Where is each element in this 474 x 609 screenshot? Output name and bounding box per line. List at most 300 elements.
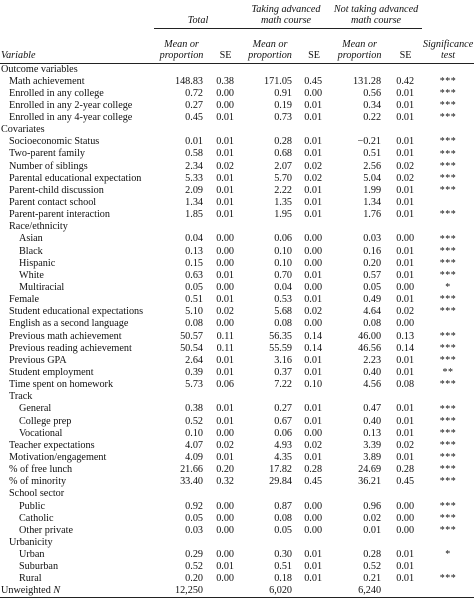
cell-m3: 2.56	[363, 160, 382, 172]
cell-s2: 0.00	[304, 282, 323, 293]
cell-significance: ***	[439, 306, 457, 318]
table-row	[0, 88, 474, 100]
header-mean-advanced: Mean or proportion	[242, 29, 298, 64]
cell-s1: 0.01	[216, 269, 235, 281]
cell-s1: 0.00	[216, 427, 235, 439]
cell-s2: 0.01	[304, 549, 323, 561]
cell-s1: 0.00	[216, 245, 235, 257]
cell-m3: 36.21	[358, 476, 382, 488]
cell-m3: 0.28	[363, 549, 382, 561]
cell-m2: 0.73	[274, 112, 293, 124]
cell-s2: 0.00	[304, 427, 323, 439]
section-filler	[154, 124, 474, 136]
header-group-row	[0, 0, 474, 29]
cell-s3: 0.01	[396, 99, 415, 111]
cell-m2: 0.10	[274, 245, 293, 257]
cell-significance: ***	[439, 354, 457, 366]
cell-s1: 0.02	[216, 306, 235, 318]
cell-m1: 0.63	[185, 269, 203, 281]
cell-s2: 0.02	[304, 172, 323, 184]
cell-s1: 0.01	[216, 197, 235, 209]
cell-s1: 0.00	[216, 318, 235, 330]
table-row	[0, 440, 474, 452]
cell-m2: 0.91	[274, 87, 293, 99]
row-label: Urban	[19, 549, 45, 561]
cell-m3: 0.40	[363, 366, 382, 378]
cell-s2: 0.01	[304, 99, 323, 111]
cell-s2: 0.00	[304, 524, 323, 536]
table-row	[0, 270, 474, 282]
cell-m1: 0.58	[185, 148, 203, 160]
cell-s3: 0.01	[396, 549, 415, 561]
cell-m2: 171.05	[264, 75, 293, 87]
cell-s3: 0.01	[396, 148, 415, 160]
cell-m1: 0.10	[185, 427, 203, 439]
cell-s1: 0.01	[216, 112, 235, 124]
cell-s3: 0.01	[396, 112, 415, 124]
cell-m2: 0.70	[274, 269, 293, 281]
cell-significance: ***	[439, 342, 457, 354]
cell-m3: 5.04	[363, 172, 382, 184]
cell-m1: 5.10	[185, 306, 203, 318]
cell-significance: *	[445, 282, 451, 294]
row-label: Socioeconomic Status	[9, 136, 100, 148]
cell-m1: 5.33	[185, 172, 203, 184]
cell-m2: 0.67	[274, 415, 293, 427]
table-row	[0, 513, 474, 525]
table-row	[0, 258, 474, 270]
cell-s1: 0.01	[216, 403, 235, 415]
cell-significance: ***	[439, 136, 457, 148]
cell-m1: 0.38	[185, 403, 203, 415]
cell-s1: 0.00	[216, 524, 235, 536]
cell-m1: 0.05	[185, 282, 203, 293]
table-row	[0, 452, 474, 464]
cell-s1: 0.01	[216, 172, 235, 184]
cell-m1: 2.34	[185, 160, 203, 172]
cell-m3: 0.22	[363, 112, 382, 124]
cell-m3: 4.56	[363, 379, 382, 391]
cell-s3: 0.02	[396, 160, 415, 172]
cell-significance: ***	[439, 452, 457, 464]
header-se-not-advanced: SE	[389, 29, 422, 64]
row-label: Student educational expectations	[9, 306, 144, 318]
cell-m1: 0.29	[185, 549, 203, 561]
row-label: Parent-parent interaction	[9, 209, 110, 221]
table-row	[0, 76, 474, 88]
cell-m3: 1.34	[363, 197, 382, 209]
cell-significance: ***	[439, 294, 457, 306]
cell-s1: 0.00	[216, 573, 235, 585]
cell-s2: 0.00	[304, 512, 323, 524]
cell-m2: 5.68	[274, 306, 293, 318]
cell-significance: ***	[439, 245, 457, 257]
cell-m2: 7.22	[274, 379, 293, 391]
cell-s3: 0.01	[396, 427, 415, 439]
cell-m3: 0.16	[363, 245, 382, 257]
cell-m1: 0.92	[185, 500, 203, 512]
cell-m2: 0.27	[274, 403, 293, 415]
cell-m3: 24.69	[358, 464, 382, 476]
cell-m3: 0.08	[363, 318, 382, 330]
cell-m1: 0.27	[185, 99, 203, 111]
cell-s2: 0.01	[304, 209, 323, 221]
cell-m2: 0.06	[274, 233, 293, 245]
cell-s2: 0.14	[304, 330, 323, 342]
cell-m2: 0.30	[274, 549, 293, 561]
table-row	[0, 148, 474, 160]
cell-s2: 0.02	[304, 439, 323, 451]
cell-significance: ***	[439, 184, 457, 196]
cell-m3: 0.05	[363, 282, 382, 293]
cell-s3: 0.01	[396, 415, 415, 427]
row-label: Vocational	[19, 427, 63, 439]
section-row	[0, 488, 474, 500]
cell-s3: 0.00	[396, 524, 415, 536]
section-label: Outcome variables	[1, 63, 78, 75]
cell-s2: 0.01	[304, 561, 323, 573]
cell-m3: 1.76	[363, 209, 382, 221]
cell-m2: 29.84	[269, 476, 293, 488]
row-label: Enrolled in any 4-year college	[9, 112, 133, 124]
table-row	[0, 476, 474, 488]
cell-m1: 0.20	[185, 573, 203, 585]
cell-significance: ***	[439, 99, 457, 111]
cell-s2: 0.02	[304, 306, 323, 318]
cell-m2: 17.82	[269, 464, 293, 476]
table-row	[0, 367, 474, 379]
table-row	[0, 233, 474, 245]
table-row	[0, 306, 474, 318]
row-label: Enrolled in any college	[9, 87, 104, 99]
cell-s3: 0.01	[396, 257, 415, 269]
cell-significance: ***	[439, 160, 457, 172]
header-mean-total: Mean or proportion	[154, 29, 209, 64]
section-filler	[154, 64, 474, 76]
cell-m3: 3.39	[363, 439, 382, 451]
cell-s1: 0.00	[216, 549, 235, 561]
cell-s3: 0.00	[396, 282, 415, 293]
table-body	[0, 64, 474, 598]
cell-m1: 50.57	[180, 330, 203, 342]
cell-m1: 0.72	[185, 87, 203, 99]
cell-m1: 1.85	[185, 209, 203, 221]
cell-s2: 0.45	[304, 476, 323, 488]
section-label: Race/ethnicity	[9, 221, 68, 233]
cell-significance: ***	[439, 439, 457, 451]
header-se-advanced: SE	[298, 29, 330, 64]
cell-m2: 6,020	[242, 586, 298, 598]
section-row	[0, 64, 474, 76]
cell-m3: 1.99	[363, 184, 382, 196]
cell-s1: 0.01	[216, 366, 235, 378]
cell-s3: 0.08	[396, 379, 415, 391]
cell-m1: 0.15	[185, 257, 203, 269]
cell-m1: 12,250	[154, 586, 209, 598]
cell-m3: −0.21	[357, 136, 382, 148]
row-label: Motivation/engagement	[9, 451, 107, 463]
table-row	[0, 573, 474, 585]
row-label: Previous math achievement	[9, 330, 122, 342]
cell-m1: 0.01	[185, 136, 203, 148]
cell-m2: 0.08	[274, 318, 293, 330]
table-row	[0, 428, 474, 440]
cell-s3: 0.00	[396, 512, 415, 524]
cell-m2: 0.10	[274, 257, 293, 269]
row-label: Black	[19, 245, 43, 257]
table-row	[0, 136, 474, 148]
section-filler	[154, 391, 474, 403]
cell-m3: 2.23	[363, 354, 382, 366]
row-label: % of free lunch	[9, 464, 73, 476]
cell-s3: 0.01	[396, 87, 415, 99]
cell-s1: 0.01	[216, 415, 235, 427]
cell-s3: 0.01	[396, 573, 415, 585]
cell-m1: 1.34	[185, 197, 203, 209]
table-row	[0, 464, 474, 476]
row-label: Public	[19, 500, 46, 512]
row-label: White	[19, 269, 44, 281]
row-label: General	[19, 403, 52, 415]
cell-s2: 0.45	[304, 75, 323, 87]
cell-s1: 0.01	[216, 294, 235, 306]
cell-significance: ***	[439, 330, 457, 342]
cell-m3: 46.00	[358, 330, 382, 342]
cell-significance: ***	[439, 415, 457, 427]
cell-s1: 0.02	[216, 160, 235, 172]
table-row	[0, 331, 474, 343]
cell-significance	[422, 318, 474, 330]
table-row	[0, 379, 474, 391]
cell-s2: 0.01	[304, 148, 323, 160]
cell-significance: ***	[439, 379, 457, 391]
row-label: Previous reading achievement	[9, 342, 132, 354]
cell-s1	[209, 586, 242, 598]
cell-s1: 0.01	[216, 354, 235, 366]
cell-m3: 0.96	[363, 500, 382, 512]
cell-s2	[298, 586, 330, 598]
cell-s2: 0.00	[304, 318, 323, 330]
cell-s3: 0.01	[396, 366, 415, 378]
table-row	[0, 161, 474, 173]
cell-m3: 0.03	[363, 233, 382, 245]
cell-s2: 0.01	[304, 184, 323, 196]
header-variable: Variable	[0, 29, 154, 64]
cell-significance: ***	[439, 209, 457, 221]
section-filler	[154, 221, 474, 233]
cell-s1: 0.01	[216, 148, 235, 160]
cell-significance: ***	[439, 233, 457, 245]
row-label: Parent-child discussion	[9, 184, 104, 196]
cell-m1: 5.73	[185, 379, 203, 391]
cell-s2: 0.01	[304, 197, 323, 209]
cell-significance	[422, 197, 474, 209]
cell-m3: 46.56	[358, 342, 382, 354]
table-row	[0, 185, 474, 197]
row-label: Two-parent family	[9, 148, 85, 160]
cell-m3: 0.56	[363, 87, 382, 99]
cell-m2: 0.05	[274, 524, 293, 536]
cell-s3	[389, 586, 422, 598]
row-label: Other private	[19, 524, 74, 536]
row-label: Female	[9, 294, 39, 306]
section-row	[0, 391, 474, 403]
cell-m2: 3.16	[274, 354, 293, 366]
cell-m2: 0.19	[274, 99, 293, 111]
cell-significance: ***	[439, 112, 457, 124]
cell-m1: 4.09	[185, 451, 203, 463]
table-row	[0, 586, 474, 598]
row-label: Rural	[19, 573, 42, 585]
cell-s1: 0.01	[216, 561, 235, 573]
cell-s1: 0.01	[216, 451, 235, 463]
cell-s2: 0.01	[304, 354, 323, 366]
header-blank-sig	[422, 0, 474, 29]
cell-m1: 2.64	[185, 354, 203, 366]
header-group-not-advanced: Not taking advanced math course	[330, 0, 422, 29]
cell-m2: 1.35	[274, 197, 293, 209]
row-label: Student employment	[9, 366, 94, 378]
table-row	[0, 403, 474, 415]
cell-m3: 0.20	[363, 257, 382, 269]
cell-s1: 0.20	[216, 464, 235, 476]
cell-s1: 0.00	[216, 87, 235, 99]
table-row	[0, 318, 474, 330]
cell-s3: 0.01	[396, 561, 415, 573]
italic-n: N	[53, 585, 61, 597]
cell-m1: 4.07	[185, 439, 203, 451]
row-label: Math achievement	[9, 75, 85, 87]
cell-s2: 0.01	[304, 415, 323, 427]
row-label: Teacher expectations	[9, 439, 95, 451]
cell-s3: 0.01	[396, 209, 415, 221]
section-row	[0, 124, 474, 136]
cell-m2: 0.53	[274, 294, 293, 306]
cell-s3: 0.00	[396, 318, 415, 330]
cell-significance: ***	[439, 148, 457, 160]
cell-significance: ***	[439, 476, 457, 488]
cell-m1: 2.09	[185, 184, 203, 196]
cell-s2: 0.01	[304, 451, 323, 463]
cell-s1: 0.00	[216, 99, 235, 111]
cell-s1: 0.00	[216, 233, 235, 245]
cell-m1: 21.66	[180, 464, 203, 476]
section-row	[0, 221, 474, 233]
cell-significance: ***	[439, 257, 457, 269]
cell-significance	[422, 561, 474, 573]
cell-m2: 55.59	[269, 342, 293, 354]
cell-m3: 0.49	[363, 294, 382, 306]
cell-s3: 0.01	[396, 197, 415, 209]
cell-s3: 0.14	[396, 342, 415, 354]
row-label: Parent contact school	[9, 197, 97, 209]
cell-m2: 0.51	[274, 561, 293, 573]
row-label: Suburban	[19, 561, 59, 573]
cell-significance: ***	[439, 464, 457, 476]
cell-m3: 0.13	[363, 427, 382, 439]
cell-m2: 0.87	[274, 500, 293, 512]
cell-s2: 0.01	[304, 294, 323, 306]
cell-significance: *	[445, 549, 451, 561]
cell-s3: 0.01	[396, 136, 415, 148]
cell-s1: 0.38	[216, 75, 235, 87]
cell-significance: ***	[439, 500, 457, 512]
cell-s2: 0.00	[304, 257, 323, 269]
cell-m3: 4.64	[363, 306, 382, 318]
cell-s2: 0.10	[304, 379, 323, 391]
cell-s2: 0.01	[304, 403, 323, 415]
cell-significance: ***	[439, 573, 457, 585]
table-row	[0, 294, 474, 306]
table-row	[0, 343, 474, 355]
section-label: Covariates	[1, 124, 45, 136]
cell-s3: 0.00	[396, 233, 415, 245]
row-label: % of minority	[9, 476, 67, 488]
table-row	[0, 355, 474, 367]
table-row	[0, 246, 474, 258]
cell-s3: 0.28	[396, 464, 415, 476]
cell-s3: 0.01	[396, 403, 415, 415]
table-row	[0, 282, 474, 294]
cell-s3: 0.02	[396, 306, 415, 318]
cell-s1: 0.01	[216, 136, 235, 148]
table-row	[0, 501, 474, 513]
cell-s1: 0.00	[216, 257, 235, 269]
cell-m1: 0.39	[185, 366, 203, 378]
cell-significance	[422, 586, 474, 598]
cell-m1: 0.13	[185, 245, 203, 257]
section-filler	[154, 537, 474, 549]
cell-s1: 0.11	[216, 330, 235, 342]
section-label: School sector	[9, 488, 65, 500]
table-row	[0, 173, 474, 185]
cell-significance: ***	[439, 427, 457, 439]
cell-m2: 4.35	[274, 451, 293, 463]
header-group-advanced: Taking advanced math course	[242, 0, 330, 29]
section-row	[0, 537, 474, 549]
cell-s3: 0.01	[396, 245, 415, 257]
section-label: Track	[9, 391, 33, 403]
cell-m3: 0.52	[363, 561, 382, 573]
row-label: Asian	[19, 233, 43, 245]
row-label: Parental educational expectation	[9, 172, 142, 184]
row-label: Number of siblings	[9, 160, 88, 172]
cell-s2: 0.01	[304, 366, 323, 378]
header-mean-not-advanced: Mean or proportion	[330, 29, 389, 64]
cell-m3: 6,240	[330, 586, 389, 598]
cell-s1: 0.00	[216, 500, 235, 512]
cell-s3: 0.02	[396, 439, 415, 451]
cell-s1: 0.06	[216, 379, 235, 391]
cell-s2: 0.00	[304, 500, 323, 512]
cell-s2: 0.14	[304, 342, 323, 354]
row-label: Catholic	[19, 512, 54, 524]
cell-significance: ***	[439, 87, 457, 99]
cell-s1: 0.11	[216, 342, 235, 354]
cell-m3: 0.02	[363, 512, 382, 524]
cell-significance: ***	[439, 269, 457, 281]
cell-s2: 0.01	[304, 269, 323, 281]
cell-m2: 0.08	[274, 512, 293, 524]
cell-significance: ***	[439, 403, 457, 415]
cell-m2: 0.68	[274, 148, 293, 160]
cell-s1: 0.02	[216, 439, 235, 451]
cell-significance: ***	[439, 512, 457, 524]
cell-m1: 148.83	[174, 75, 203, 87]
cell-m2: 0.28	[274, 136, 293, 148]
row-label: Unweighted N	[0, 586, 154, 598]
cell-m1: 0.52	[185, 415, 203, 427]
